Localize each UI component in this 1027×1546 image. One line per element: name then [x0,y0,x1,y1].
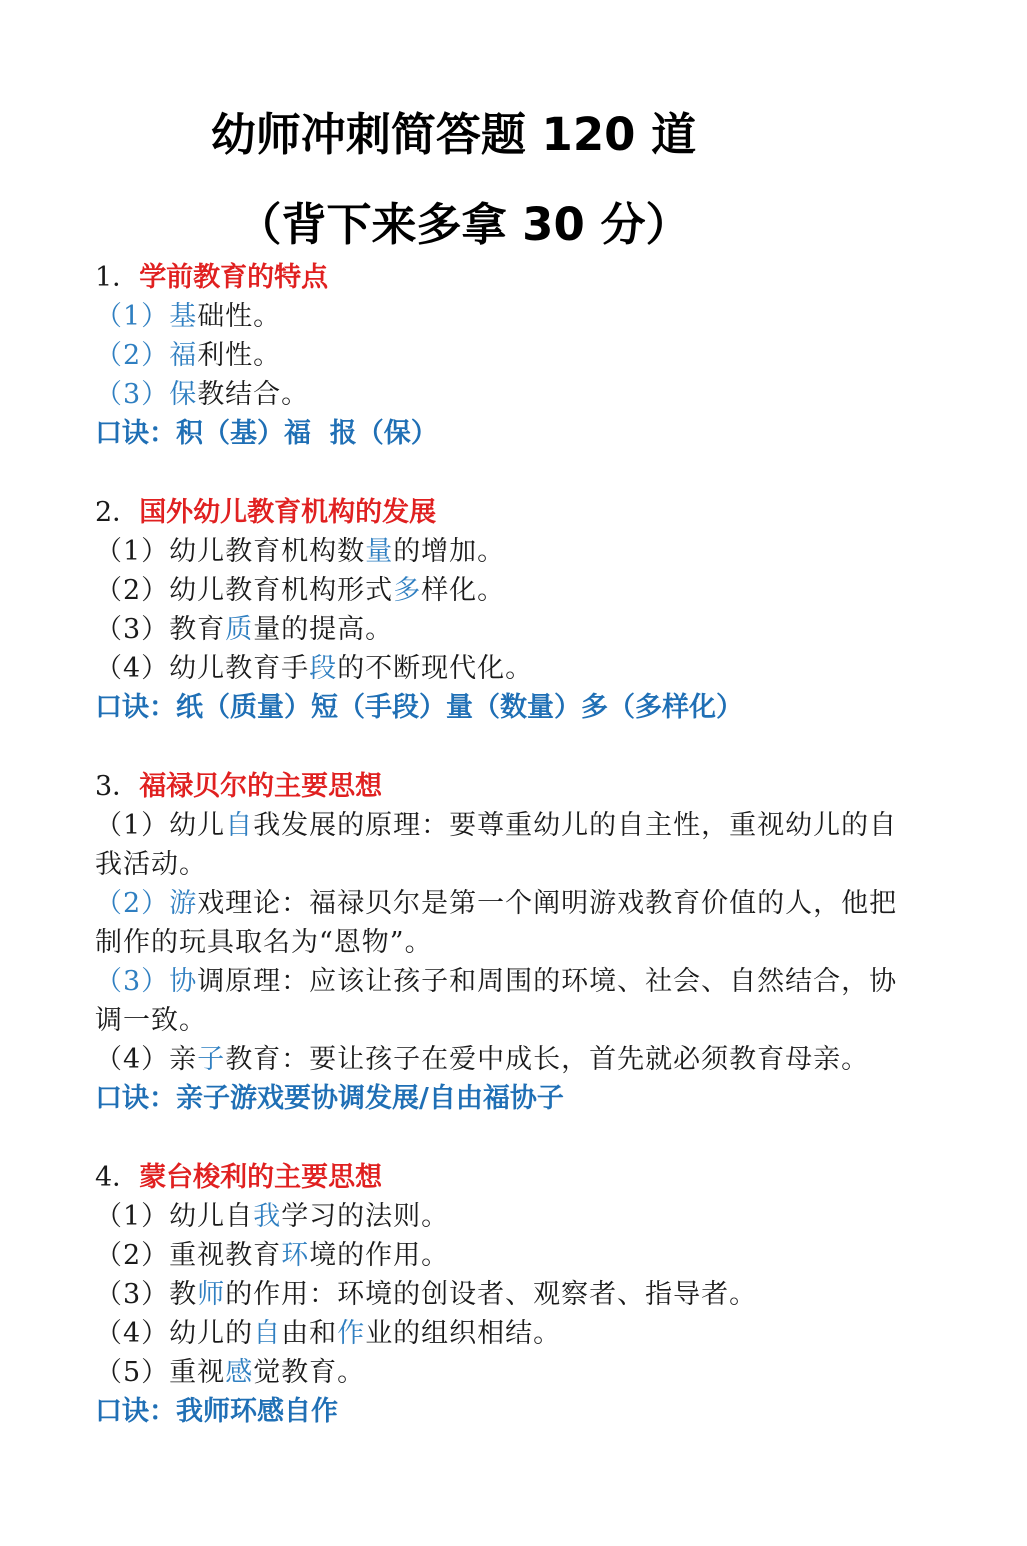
item-keyword: 量 [365,536,394,567]
section-heading-text: 国外幼儿教育机构的发展 [139,497,437,528]
section-number: 3． [95,771,140,802]
section-number: 2． [95,497,140,528]
list-item [95,806,915,884]
item-prefix: （1） [95,301,170,332]
item-prefix: （3） [95,966,170,997]
item-prefix: （1）幼儿 [95,810,226,841]
section-heading-text: 福禄贝尔的主要思想 [139,771,383,802]
section-heading-text: 蒙台梭利的主要思想 [139,1162,383,1193]
list-item [95,336,915,375]
item-text: 教育：要让孩子在爱中成长，首先就必须教育母亲。 [225,1044,870,1075]
list-item [95,610,915,649]
section-3 [95,767,915,1118]
list-item [95,1314,915,1353]
item-text: 样化。 [421,575,506,606]
mnemonic: 口诀：积（基）福 报（保） [95,418,438,449]
item-keyword: 段 [309,653,338,684]
item-prefix: （4）亲 [95,1044,198,1075]
item-text: 的不断现代化。 [337,653,534,684]
list-item [95,571,915,610]
item-keyword: 自 [225,810,254,841]
section-heading [95,767,915,806]
list-item [95,1040,915,1079]
item-text: 教结合。 [197,379,310,410]
item-text: 的增加。 [393,536,506,567]
item-prefix: （4）幼儿的 [95,1318,254,1349]
list-item [95,1275,915,1314]
item-text: 戏理论：福禄贝尔是第一个阐明游戏教育价值的人，他把制作的玩具取名为“恩物”。 [95,888,898,958]
item-keyword: 质 [225,614,254,645]
section-heading [95,1158,915,1197]
mnemonic: 口诀：亲子游戏要协调发展/自由福协子 [95,1083,564,1114]
list-item [95,375,915,414]
item-prefix: （3）教 [95,1279,198,1310]
list-item [95,532,915,571]
document-title: 幼师冲刺简答题 120 道 [210,108,697,161]
item-prefix: （1）幼儿教育机构数 [95,536,366,567]
item-prefix: （1）幼儿自 [95,1201,254,1232]
item-keyword: 福 [169,340,198,371]
item-text: 调原理：应该让孩子和周围的环境、社会、自然结合，协调一致。 [95,966,898,1036]
item-keyword: 我 [253,1201,282,1232]
item-prefix: （5）重视 [95,1357,226,1388]
item-keyword: 感 [225,1357,254,1388]
item-prefix: （2）幼儿教育机构形式 [95,575,394,606]
item-text: 利性。 [197,340,282,371]
item-keyword: 子 [197,1044,226,1075]
section-heading [95,258,915,297]
item-text: 我发展的原理：要尊重幼儿的自主性，重视幼儿的自我活动。 [95,810,898,880]
item-keyword: 基 [169,301,198,332]
content-area [95,258,915,1471]
item-prefix: （3）教育 [95,614,226,645]
section-heading-text: 学前教育的特点 [139,262,329,293]
list-item [95,297,915,336]
section-1 [95,258,915,453]
item-prefix: （2）重视教育 [95,1240,282,1271]
list-item [95,649,915,688]
item-keyword: 师 [197,1279,226,1310]
item-text: 量的提高。 [253,614,394,645]
mnemonic: 口诀：纸（质量）短（手段）量（数量）多（多样化） [95,692,743,723]
section-2 [95,493,915,727]
item-keyword: 自 [253,1318,282,1349]
list-item [95,962,915,1040]
section-number: 4． [95,1162,140,1193]
item-keyword: 协 [169,966,198,997]
item-text: 由和 [281,1318,338,1349]
list-item [95,1236,915,1275]
item-keyword: 游 [169,888,198,919]
section-number: 1． [95,262,140,293]
document-subtitle: （背下来多拿 30 分） [236,198,691,251]
item-keyword: 多 [393,575,422,606]
item-text: 学习的法则。 [281,1201,450,1232]
list-item [95,884,915,962]
item-keyword: 环 [281,1240,310,1271]
item-keyword: 保 [169,379,198,410]
item-text: 觉教育。 [253,1357,366,1388]
section-4 [95,1158,915,1431]
item-prefix: （2） [95,888,170,919]
item-text: 境的作用。 [309,1240,450,1271]
item-text: 业的组织相结。 [365,1318,562,1349]
mnemonic: 口诀：我师环感自作 [95,1396,338,1427]
item-prefix: （2） [95,340,170,371]
list-item [95,1197,915,1236]
section-heading [95,493,915,532]
item-text: 的作用：环境的创设者、观察者、指导者。 [225,1279,758,1310]
item-keyword: 作 [337,1318,366,1349]
item-prefix: （4）幼儿教育手 [95,653,310,684]
item-prefix: （3） [95,379,170,410]
list-item [95,1353,915,1392]
item-text: 础性。 [197,301,282,332]
